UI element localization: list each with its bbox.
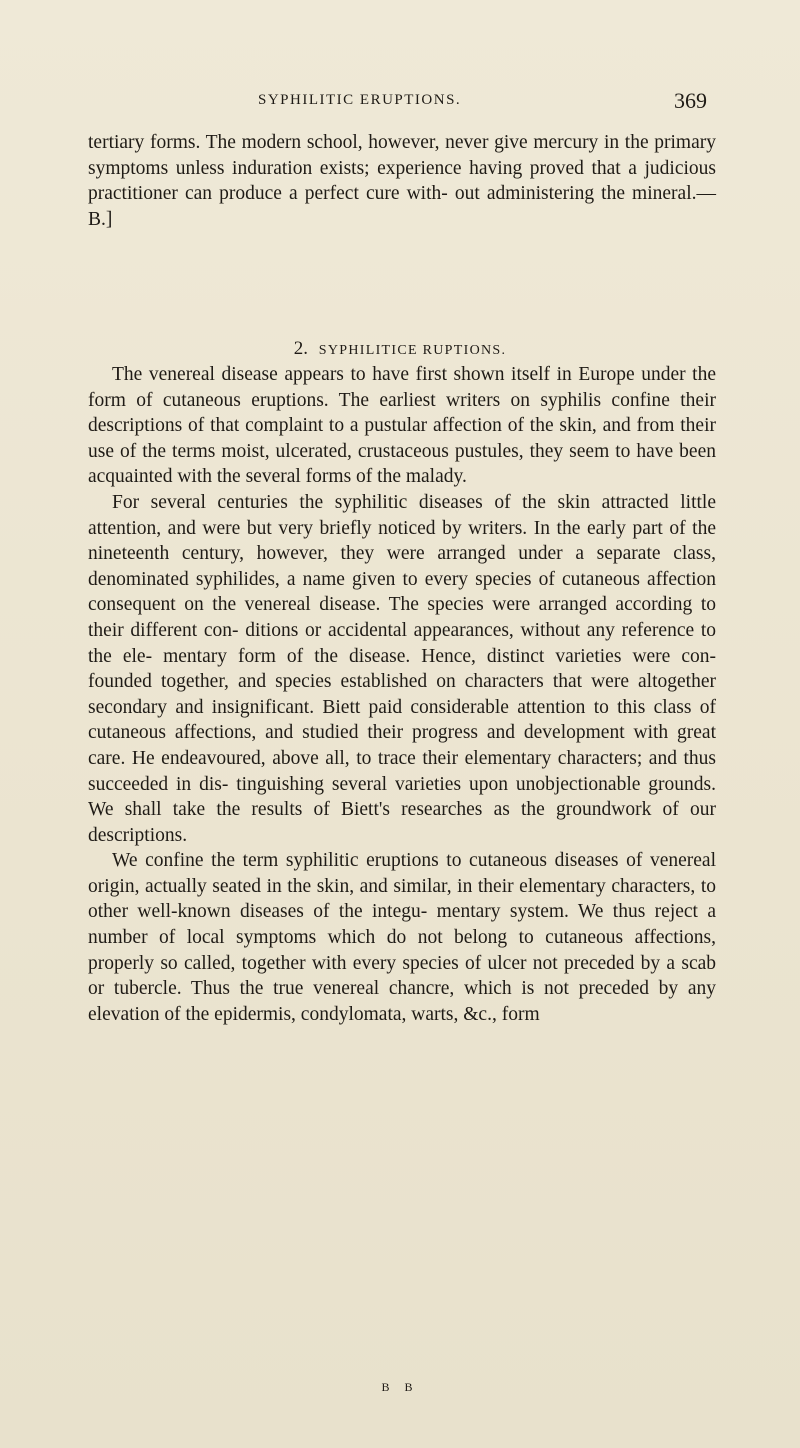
- section-title: SYPHILITICE RUPTIONS.: [318, 343, 507, 358]
- body-text: [88, 362, 716, 1027]
- continuation-paragraph: tertiary forms. The modern school, however, never give mercury in the primary symptoms unless induration exists; experience having proved that a judicious practitioner can produce a perfect cure with- out administering the mineral.—B.]: [88, 132, 716, 230]
- paragraph: For several centuries the syphilitic diseases of the skin attracted little attention, and were but very briefly noticed by writers. In the early part of the nineteenth century, however, they were arranged under a separate class, denominated syphilides, a name given to every species of cutaneous affection consequent on the venereal disease. The species were arranged according to their different con- ditions or accidental appearances, without any reference to the ele- mentary form of the disease. Hence, distinct varieties were con- founded together, and species established on characters that were altogether secondary and insignificant. Biett paid considerable attention to this class of cutaneous affections, and studied their progress and development with great care. He endeavoured, above all, to trace their elementary characters; and thus succeeded in dis- tinguishing several varieties upon unobjectionable grounds. We shall take the results of Biett's researches as the groundwork of our descriptions.: [88, 491, 716, 846]
- page-number: 369: [674, 88, 707, 113]
- paragraph: The venereal disease appears to have first shown itself in Europe under the form of cutaneous eruptions. The earliest writers on syphilis confine their descriptions of that complaint to a pustular affection of the skin, and from their use of the terms moist, ulcerated, crustaceous pustules, they seem to have been acquainted with the several forms of the malady.: [88, 364, 716, 488]
- signature-mark: B B: [381, 1380, 419, 1394]
- paragraph: We confine the term syphilitic eruptions to cutaneous diseases of venereal origin, actually seated in the skin, and similar, in their elementary characters, to other well-known diseases of the integu- mentary system. We thus reject a number of local symptoms which do not belong to cutaneous affections, properly so called, together with every species of ulcer not preceded by a scab or tubercle. Thus the true venereal chancre, which is not preceded by any elevation of the epidermis, condylomata, warts, &c., form: [88, 850, 716, 1025]
- section-heading: [0, 338, 800, 360]
- running-head: [0, 88, 800, 118]
- continuation-text: [88, 130, 716, 232]
- section-number: 2.: [293, 338, 308, 359]
- running-title: SYPHILITIC ERUPTIONS.: [258, 92, 462, 108]
